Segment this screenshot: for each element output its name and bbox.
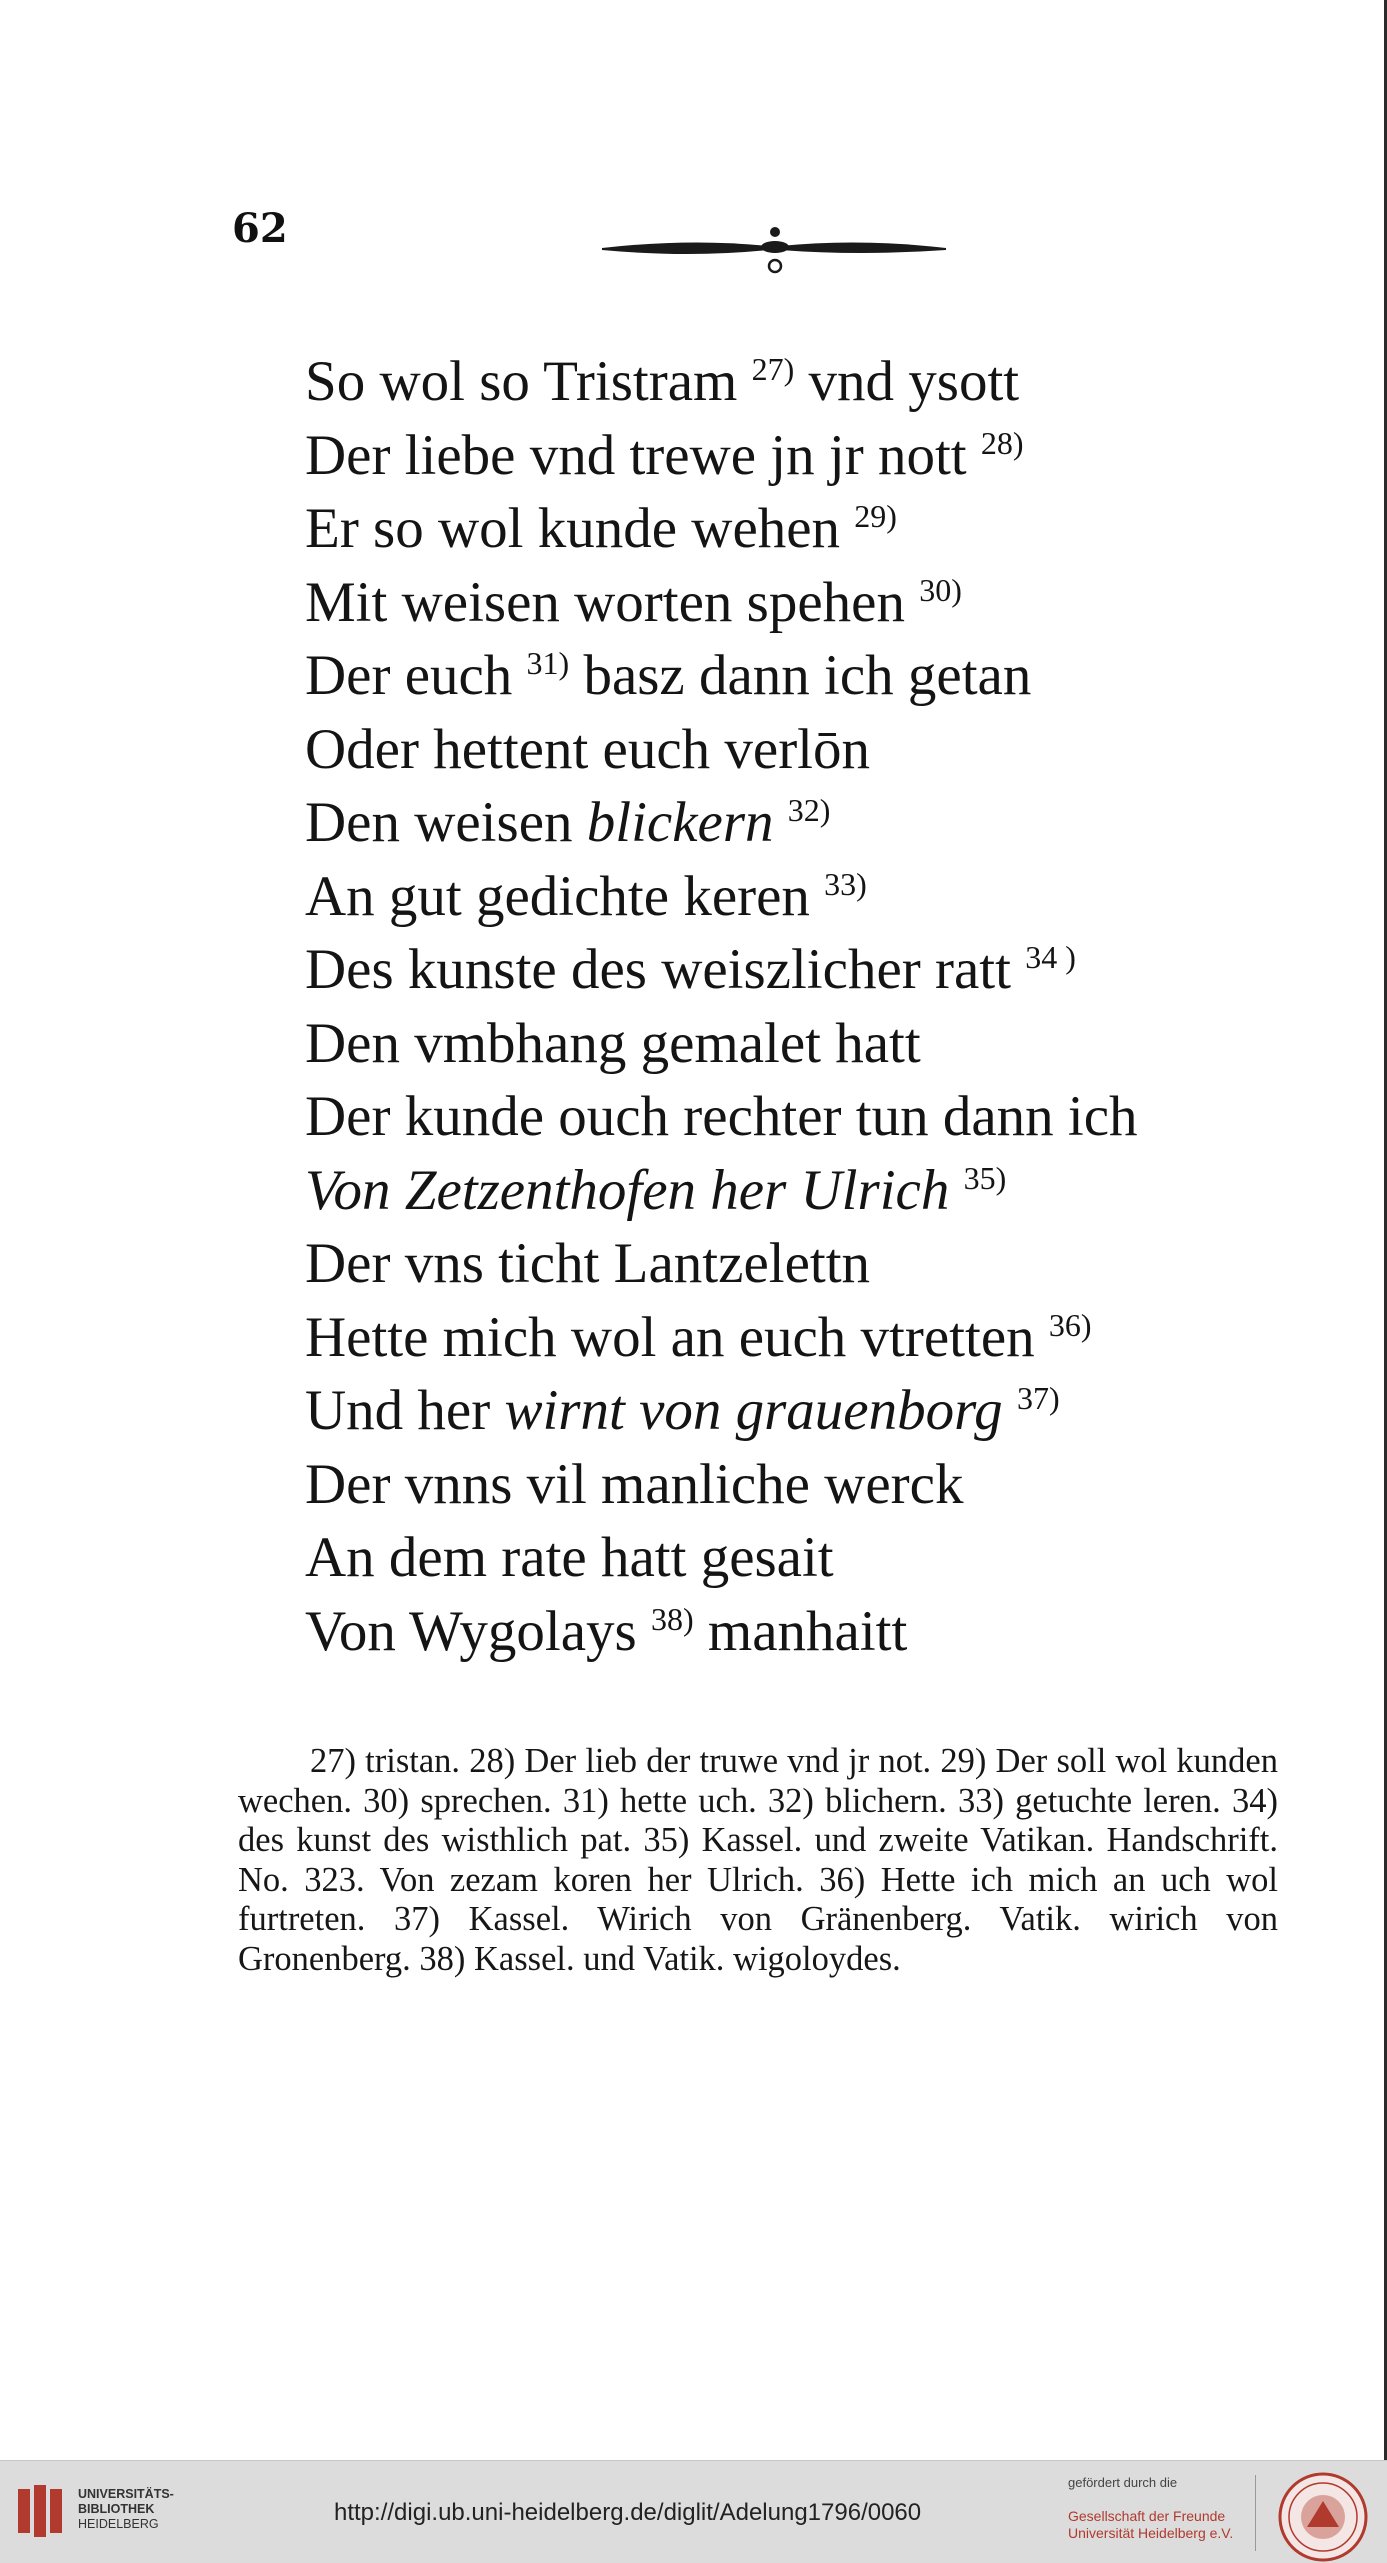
university-seal-icon [1277, 2471, 1369, 2563]
footnote-ref: 36) [1048, 1306, 1092, 1343]
library-name-line3: HEIDELBERG [78, 2517, 159, 2531]
library-name-line1: UNIVERSITÄTS- [78, 2487, 174, 2501]
footnote-ref: 31) [526, 645, 570, 681]
verse-line [305, 345, 1325, 419]
footnote-ref: 30) [919, 571, 962, 608]
footnotes-text: 27) tristan. 28) Der lieb der truwe vnd jr not. 29) Der soll wol kunden wechen. 30) sprechen. 31) hette uch. 32) blichern. 33) getuchte leren. 34) des kunst des wisthlich pat. 35) Kassel. und zweite Vatikan. Handschrift. No. 323. Von zezam koren her Ulrich. 36) Hette ich mich an uch wol furtreten. 37) Kassel. Wirich von Gränenberg. Vatik. wirich von Gronenberg. 38) Kassel. und Vatik. wigoloydes. [238, 1742, 1278, 1978]
verse-line [305, 1007, 1325, 1081]
verse-text: Der euch [305, 644, 527, 707]
library-name-line2: BIBLIOTHEK [78, 2502, 155, 2516]
footnote-ref: 34 ) [1025, 939, 1076, 975]
verse-text: Der vns ticht Lantzelettn [305, 1232, 871, 1295]
verse-line [305, 1154, 1325, 1228]
verse-line [305, 1448, 1325, 1522]
page-number: 62 [232, 205, 288, 252]
verse-text: So wol so Tristram [305, 350, 752, 413]
permalink-url[interactable]: http://digi.ub.uni-heidelberg.de/diglit/Adelung1796/0060 [334, 2499, 922, 2526]
verse-line [305, 492, 1325, 566]
verse-text [1003, 1379, 1017, 1442]
verse-text: basz dann ich getan [569, 644, 1032, 707]
verse-text: Oder hettent euch verlōn [305, 717, 871, 781]
footnote-ref: 27) [751, 351, 795, 387]
verse-text: Der kunde ouch rechter tun dann ich [305, 1085, 1138, 1148]
verse-line [305, 1374, 1325, 1448]
verse-text: Den vmbhang gemalet hatt [305, 1011, 921, 1075]
sponsor-label: gefördert durch die [1068, 2475, 1178, 2490]
verse-line [305, 713, 1325, 787]
footnote-ref: 29) [854, 498, 897, 534]
verse-text: manhaitt [693, 1599, 908, 1663]
footnote-ref: 38) [650, 1600, 694, 1637]
footer-divider [1255, 2475, 1256, 2551]
verse-text: An gut gedichte keren [305, 864, 825, 928]
verse-line [305, 933, 1325, 1007]
sponsor-org-line2: Universität Heidelberg e.V. [1068, 2525, 1234, 2541]
verse-text: Hette mich wol an euch vtretten [305, 1305, 1049, 1369]
verse-text: vnd ysott [794, 350, 1020, 413]
verse-italic-text: Von Zetzenthofen her Ulrich [305, 1158, 950, 1222]
footnote-ref: 28) [980, 424, 1024, 461]
verse-italic-text: blickern [586, 791, 774, 854]
verse-text: An dem rate hatt gesait [305, 1526, 834, 1589]
sponsor-block [1068, 2475, 1233, 2542]
verse-line [305, 1227, 1325, 1301]
verse-line [305, 1301, 1325, 1375]
verse-line [305, 860, 1325, 934]
verse-text [774, 791, 788, 854]
footnotes [238, 1742, 1278, 1979]
verse-text: Und her [305, 1379, 505, 1442]
verse-text: Den weisen [305, 791, 587, 854]
verse-text [949, 1159, 963, 1222]
library-name [78, 2487, 174, 2532]
verse-line [305, 639, 1325, 713]
sponsor-org-line1: Gesellschaft der Freunde [1068, 2508, 1226, 2524]
verse-text: Mit weisen worten spehen [305, 570, 920, 634]
verse-text: Der liebe vnd trewe jn jr nott [305, 423, 981, 487]
verse-line [305, 1521, 1325, 1595]
verse-text: Des kunste des weiszlicher ratt [305, 938, 1026, 1001]
verse-text: Er so wol kunde wehen [305, 497, 855, 560]
verse-text: Von Wygolays [305, 1599, 651, 1663]
verse-text: Der vnns vil manliche werck [305, 1452, 964, 1516]
verse-line [305, 786, 1325, 860]
viewer-footer [0, 2460, 1387, 2563]
verse-italic-text: wirnt von grauenborg [504, 1379, 1003, 1442]
footnote-ref: 32) [787, 792, 831, 828]
verse-line [305, 1080, 1325, 1154]
verse-block [305, 345, 1325, 1668]
verse-line [305, 1595, 1325, 1669]
verse-line [305, 566, 1325, 640]
footnote-ref: 37) [1016, 1380, 1060, 1416]
sponsor-org [1068, 2508, 1233, 2542]
footnote-ref: 35) [963, 1159, 1007, 1196]
footnote-ref: 33) [824, 865, 867, 902]
university-library-logo-icon [14, 2481, 66, 2541]
ornament-divider [600, 220, 950, 280]
verse-line [305, 419, 1325, 493]
